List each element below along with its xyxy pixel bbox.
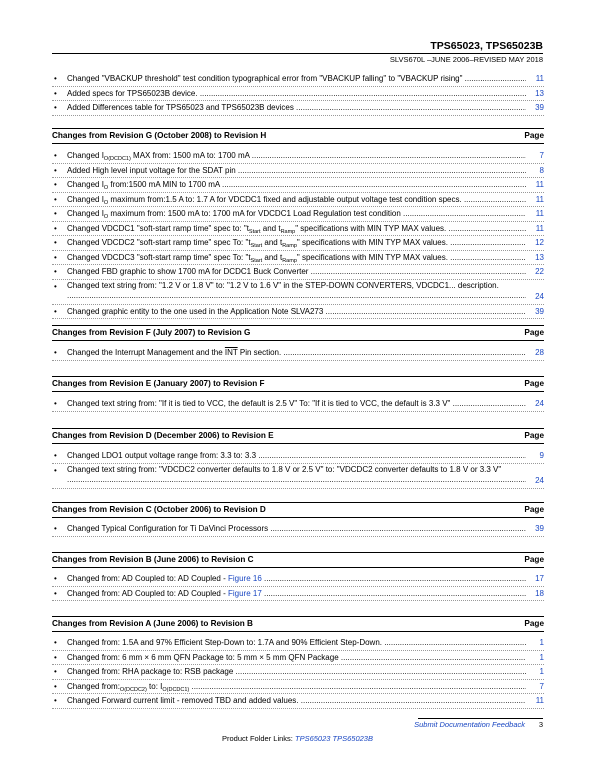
header-subtitle: SLVS670L –JUNE 2006–REVISED MAY 2018 bbox=[389, 55, 543, 64]
page-link[interactable]: 13 bbox=[535, 252, 544, 262]
list-item: • Changed the Interrupt Management and the $\overline{INT}$ Pin section. ..... 28 bbox=[52, 346, 544, 361]
page-link[interactable]: 11 bbox=[535, 180, 544, 189]
section-header-rev-b bbox=[52, 552, 544, 568]
page-link[interactable]: 18 bbox=[535, 588, 544, 598]
list-item: • Added High level input voltage for the SDAT pin ..... 8 bbox=[52, 164, 544, 179]
list-item: • Changed from: 1.5A and 97% Efficient Step-Down to: 1.7A and 90% Efficient Step-Down. ..... 1 bbox=[52, 636, 544, 651]
page-col-label: Page bbox=[524, 505, 544, 514]
product-link-tps65023[interactable]: TPS65023 bbox=[294, 734, 331, 743]
page-link[interactable]: 11 bbox=[535, 696, 544, 705]
rev-e-list bbox=[52, 397, 544, 412]
product-link-tps65023b[interactable]: TPS65023B bbox=[332, 734, 373, 743]
page-link[interactable]: 9 bbox=[539, 451, 544, 460]
list-item: • Changed $I_{O(DCDC1)}$ MAX from: 1500 mA to: 1700 mA ..... 7 bbox=[52, 149, 544, 164]
page-col-label: Page bbox=[524, 555, 544, 564]
page-link[interactable]: 22 bbox=[535, 267, 544, 276]
list-item: • Changed Forward current limit - removed TBD and added values. ..... 11 bbox=[52, 694, 544, 709]
intro-list bbox=[52, 72, 544, 116]
list-item: • Changed from: 6 mm × 6 mm QFN Package to: 5 mm × 5 mm QFN Package ..... 1 bbox=[52, 651, 544, 666]
page-link[interactable]: 1 bbox=[539, 638, 544, 647]
rev-g-list bbox=[52, 149, 544, 319]
page-link[interactable]: 24 bbox=[535, 291, 544, 301]
page-col-label: Page bbox=[524, 619, 544, 628]
page-link[interactable]: 12 bbox=[535, 238, 544, 247]
rev-d-list bbox=[52, 449, 544, 489]
page-number: 3 bbox=[538, 720, 543, 729]
rev-a-list bbox=[52, 636, 544, 709]
list-item: • Changed text string from: "1.2 V or 1.8 V" to: "1.2 V to 1.6 V" in the STEP-DOWN CONVERTERS, VDCDC1... description. ..... 24 bbox=[52, 280, 544, 305]
section-title: Changes from Revision F (July 2007) to Revision G bbox=[52, 328, 251, 337]
page-col-label: Page bbox=[524, 131, 544, 140]
list-item: • Changed FBD graphic to show 1700 mA for DCDC1 Buck Converter ..... 22 bbox=[52, 265, 544, 280]
list-item: • Changed Typical Configuration for Ti DaVinci Processors ..... 39 bbox=[52, 522, 544, 537]
figure-link[interactable]: Figure 16 bbox=[227, 574, 262, 583]
page-link[interactable]: 39 bbox=[535, 103, 544, 112]
page-link[interactable]: 11 bbox=[535, 223, 544, 233]
section-header-rev-g bbox=[52, 128, 544, 144]
list-item: • Changed VDCDC3 "soft-start ramp time" spec To: "$t_{Start}$ and $t_{Ramp}$" specifications with MIN TYP MAX values. ..... 13 bbox=[52, 251, 544, 266]
section-header-rev-f bbox=[52, 325, 544, 341]
page-link[interactable]: 28 bbox=[535, 348, 544, 357]
list-item: • Changed $from:_{O(DCDC2)}$ to: $I_{O(DCDC1)}$ ..... 7 bbox=[52, 680, 544, 695]
footer-rule bbox=[418, 718, 543, 719]
list-item: • Changed from: AD Coupled to: AD Coupled - Figure 17 ..... 18 bbox=[52, 587, 544, 602]
list-item: • Changed $I_O$ maximum from:1.5 A to: 1.7 A for VDCDC1 fixed and adjustable output voltage test condition specs. ..... 11 bbox=[52, 193, 544, 208]
rev-b-list bbox=[52, 572, 544, 601]
section-title: Changes from Revision G (October 2008) to Revision H bbox=[52, 131, 267, 140]
list-item: • Changed LDO1 output voltage range from: 3.3 to: 3.3 ..... 9 bbox=[52, 449, 544, 464]
list-item: • Added Differences table for TPS65023 and TPS65023B devices ..... 39 bbox=[52, 101, 544, 116]
section-header-rev-a bbox=[52, 616, 544, 632]
header-rule bbox=[52, 53, 543, 54]
page-link[interactable]: 8 bbox=[539, 165, 544, 175]
list-item: • Changed VDCDC1 "soft-start ramp time" spec to: "$t_{Start}$ and $t_{Ramp}$" specifications with MIN TYP MAX values. ..... 11 bbox=[52, 222, 544, 237]
list-item: • Changed graphic entity to the one used in the Application Note SLVA273 ..... 39 bbox=[52, 305, 544, 320]
page-link[interactable]: 11 bbox=[535, 194, 544, 204]
feedback-link[interactable]: Submit Documentation Feedback bbox=[414, 720, 525, 729]
figure-link[interactable]: Figure 17 bbox=[227, 588, 262, 598]
list-item: • Changed text string from: "VDCDC2 converter defaults to 1.8 V or 2.5 V" to: "VDCDC2 converter defaults to 1.8 V or 3.3 V" ..... 24 bbox=[52, 464, 544, 489]
section-title: Changes from Revision E (January 2007) to Revision F bbox=[52, 379, 265, 388]
rev-c-list bbox=[52, 522, 544, 537]
page-col-label: Page bbox=[524, 431, 544, 440]
list-item: • Changed text string from: "If it is tied to VCC, the default is 2.5 V" To: "If it is tied to VCC, the default is 3.3 V" ..... 24 bbox=[52, 397, 544, 412]
page-link[interactable]: 39 bbox=[535, 524, 544, 533]
product-folder-links bbox=[0, 734, 595, 743]
page-link[interactable]: 7 bbox=[539, 681, 544, 691]
page-link[interactable]: 17 bbox=[535, 574, 544, 583]
list-item: • Changed $I_O$ maximum from: 1500 mA to: 1700 mA for VDCDC1 Load Regulation test condition ..... 11 bbox=[52, 207, 544, 222]
section-title: Changes from Revision A (June 2006) to Revision B bbox=[52, 619, 253, 628]
section-header-rev-c bbox=[52, 502, 544, 518]
page-link[interactable]: 7 bbox=[539, 151, 544, 160]
page-link[interactable]: 24 bbox=[535, 475, 544, 485]
page-link[interactable]: 13 bbox=[535, 88, 544, 98]
section-header-rev-e bbox=[52, 376, 544, 392]
page-link[interactable]: 11 bbox=[535, 74, 544, 83]
section-title: Changes from Revision D (December 2006) to Revision E bbox=[52, 431, 274, 440]
list-item: • Changed $I_O$ from:1500 mA MIN to 1700 mA ..... 11 bbox=[52, 178, 544, 193]
header-title: TPS65023, TPS65023B bbox=[430, 40, 543, 52]
section-title: Changes from Revision B (June 2006) to Revision C bbox=[52, 555, 254, 564]
section-title: Changes from Revision C (October 2006) to Revision D bbox=[52, 505, 266, 514]
list-item: • Changed VDCDC2 "soft-start ramp time" spec To: "$t_{Start}$ and $t_{Ramp}$" specifications with MIN TYP MAX values. ..... 12 bbox=[52, 236, 544, 251]
page-link[interactable]: 1 bbox=[539, 667, 544, 676]
page-link[interactable]: 24 bbox=[535, 399, 544, 408]
list-item: • Added specs for TPS65023B device. ..... 13 bbox=[52, 87, 544, 102]
rev-f-list bbox=[52, 346, 544, 361]
page-col-label: Page bbox=[524, 379, 544, 388]
page-link[interactable]: 1 bbox=[539, 652, 544, 662]
list-item: • Changed "VBACKUP threshold" test condition typographical error from "VBACKUP falling" to "VBACKUP rising" ..... 11 bbox=[52, 72, 544, 87]
page-col-label: Page bbox=[524, 328, 544, 337]
list-item: • Changed from: AD Coupled to: AD Coupled - Figure 16 ..... 17 bbox=[52, 572, 544, 587]
section-header-rev-d bbox=[52, 428, 544, 444]
page-link[interactable]: 11 bbox=[535, 209, 544, 218]
product-folder-label: Product Folder Links: bbox=[222, 734, 293, 743]
list-item: • Changed from: RHA package to: RSB package ..... 1 bbox=[52, 665, 544, 680]
page-link[interactable]: 39 bbox=[535, 306, 544, 316]
